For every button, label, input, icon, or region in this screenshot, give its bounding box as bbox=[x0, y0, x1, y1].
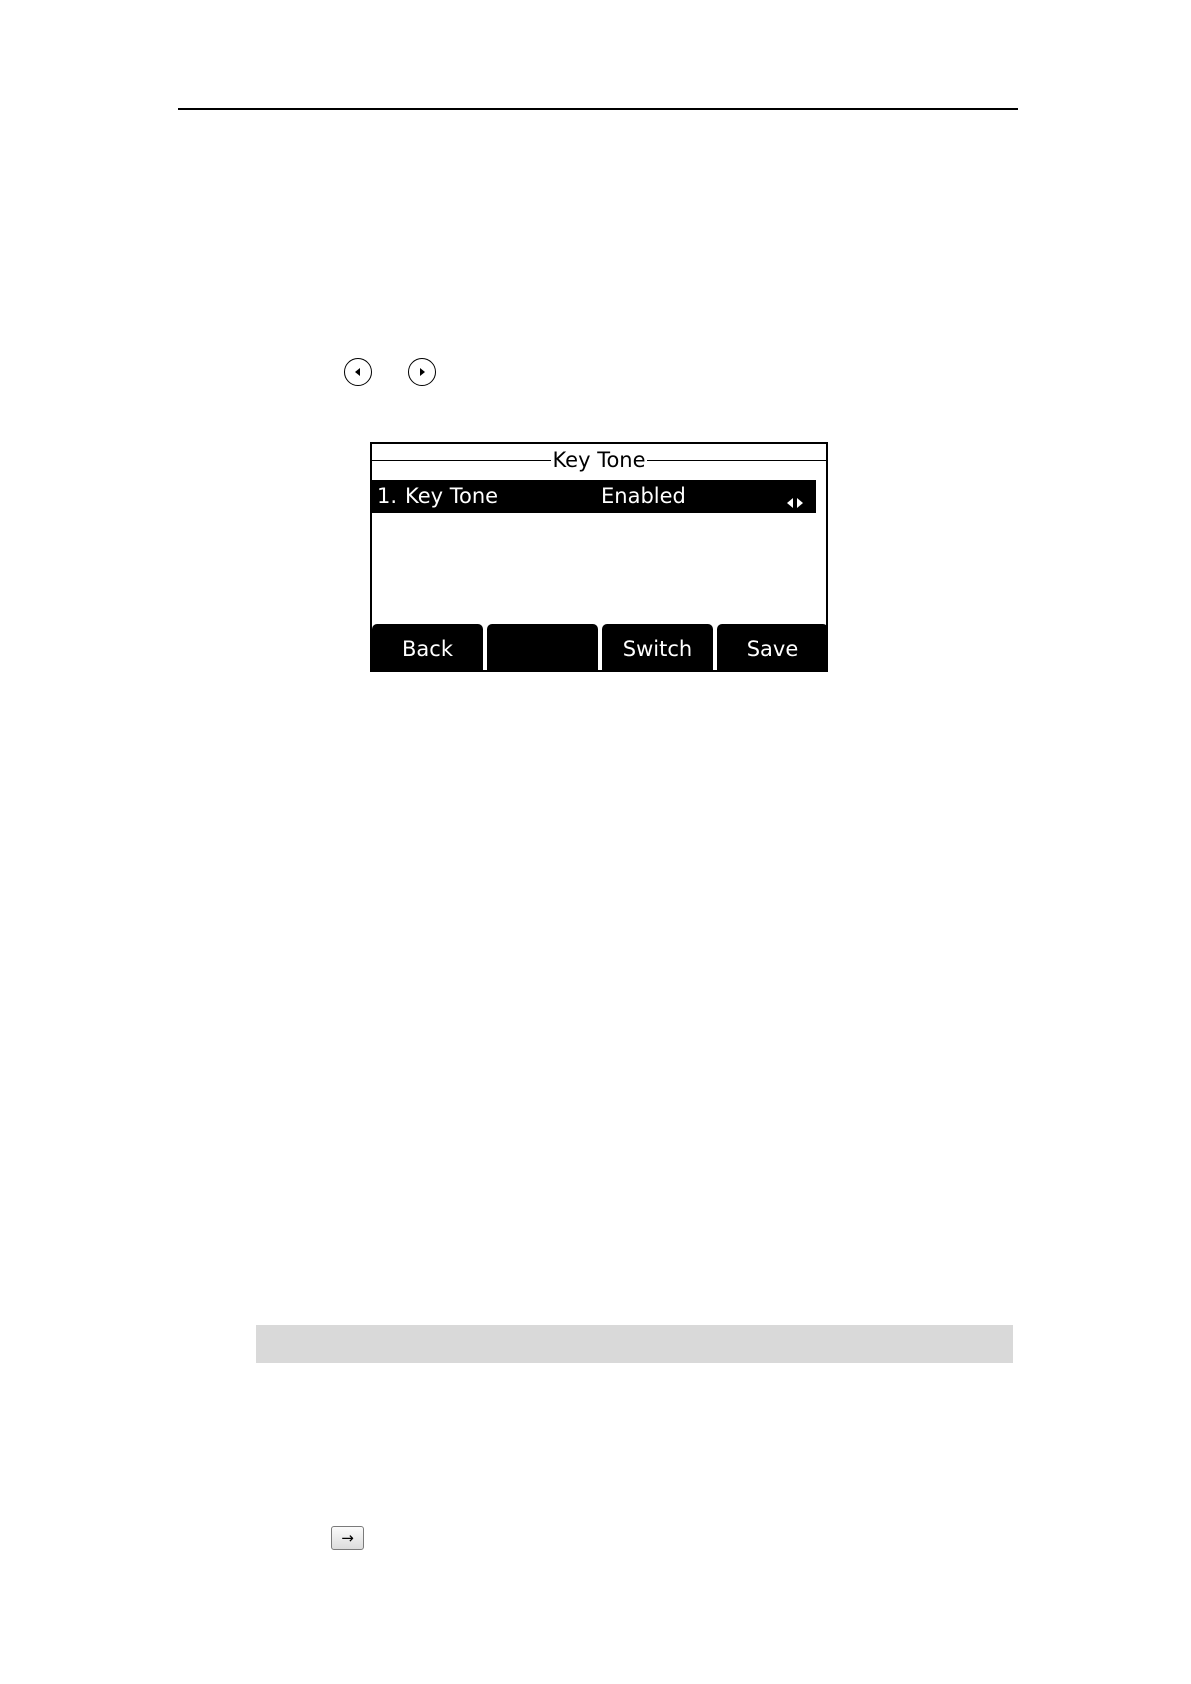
menu-row-key-tone[interactable] bbox=[372, 480, 816, 513]
lcd-title bbox=[372, 448, 826, 472]
back-softkey[interactable]: Back bbox=[372, 624, 483, 670]
switch-softkey[interactable]: Switch bbox=[602, 624, 713, 670]
right-arrow-key-icon: → bbox=[331, 1526, 364, 1550]
menu-row-label: Key Tone bbox=[405, 484, 499, 508]
phone-lcd-screen bbox=[370, 442, 828, 672]
right-navigation-key-icon bbox=[408, 358, 436, 386]
menu-row-index: 1. bbox=[377, 484, 398, 508]
blank-softkey[interactable] bbox=[487, 624, 598, 670]
save-softkey[interactable]: Save bbox=[717, 624, 828, 670]
header-rule bbox=[178, 108, 1018, 110]
lcd-title-text: Key Tone bbox=[552, 448, 646, 472]
note-header-bar bbox=[256, 1325, 1013, 1363]
softkey-bar bbox=[372, 624, 826, 670]
left-navigation-key-icon bbox=[344, 358, 372, 386]
left-right-arrows-icon bbox=[786, 490, 804, 514]
menu-row-value[interactable]: Enabled bbox=[601, 484, 686, 508]
